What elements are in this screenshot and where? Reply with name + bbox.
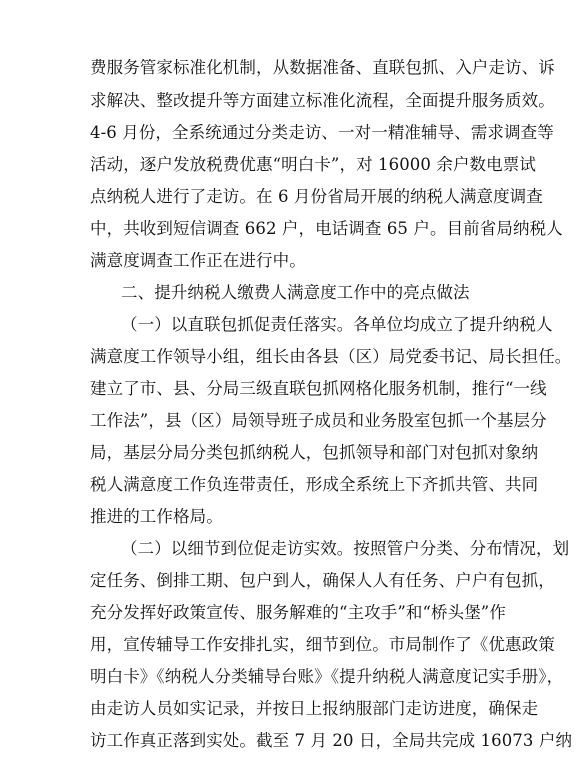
text-line-2: 求解决、整改提升等方面建立标准化流程，全面提升服务质效。: [90, 91, 555, 110]
subsection-heading-2: （二）以细节到位促走访实效。按照管户分类、分布情况，划: [121, 539, 570, 558]
text-line-3: 4-6 月份，全系统通过分类走访、一对一精准辅导、需求调查等: [90, 123, 554, 142]
text-line-20: 明白卡》《纳税人分类辅导台账》《提升纳税人满意度记实手册》，: [90, 667, 564, 686]
text-line-21: 由走访人员如实记录，并按日上报纳服部门走访进度，确保走: [90, 699, 539, 718]
text-line-22: 访工作真正落到实处。截至 7 月 20 日，全局共完成 16073 户纳: [90, 731, 573, 750]
text-line-19: 用，宣传辅导工作安排扎实，细节到位。市局制作了《优惠政策: [90, 635, 555, 654]
text-line-5: 点纳税人进行了走访。在 6 月份省局开展的纳税人满意度调查: [90, 187, 543, 206]
text-line-12: 工作法”，县（区）局领导班子成员和业务股室包抓一个基层分: [90, 411, 547, 430]
text-line-1: 费服务管家标准化机制，从数据准备、直联包抓、入户走访、诉: [90, 58, 555, 77]
text-line-18: 充分发挥好政策宣传、服务解难的“主攻手”和“桥头堡”作: [90, 603, 506, 622]
text-line-10: 满意度工作领导小组，组长由各县（区）局党委书记、局长担任。: [90, 347, 572, 366]
section-heading-2: 二、提升纳税人缴费人满意度工作中的亮点做法: [121, 283, 470, 302]
text-line-13: 局，基层分局分类包抓纳税人，包抓领导和部门对包抓对象纳: [90, 443, 539, 462]
text-line-6: 中，共收到短信调查 662 户，电话调查 65 户。目前省局纳税人: [90, 219, 563, 238]
text-line-4: 活动，逐户发放税费优惠“明白卡”，对 16000 余户数电票试: [90, 155, 536, 174]
subsection-heading-1: （一）以直联包抓促责任落实。各单位均成立了提升纳税人: [121, 315, 553, 334]
text-line-7: 满意度调查工作正在进行中。: [90, 251, 306, 270]
text-line-11: 建立了市、县、分局三级直联包抓网格化服务机制，推行“一线: [90, 379, 547, 398]
text-line-14: 税人满意度工作负连带责任，形成全系统上下齐抓共管、共同: [90, 475, 539, 494]
text-line-17: 定任务、倒排工期、包户到人，确保人人有任务、户户有包抓，: [90, 571, 555, 590]
text-line-15: 推进的工作格局。: [90, 507, 223, 526]
